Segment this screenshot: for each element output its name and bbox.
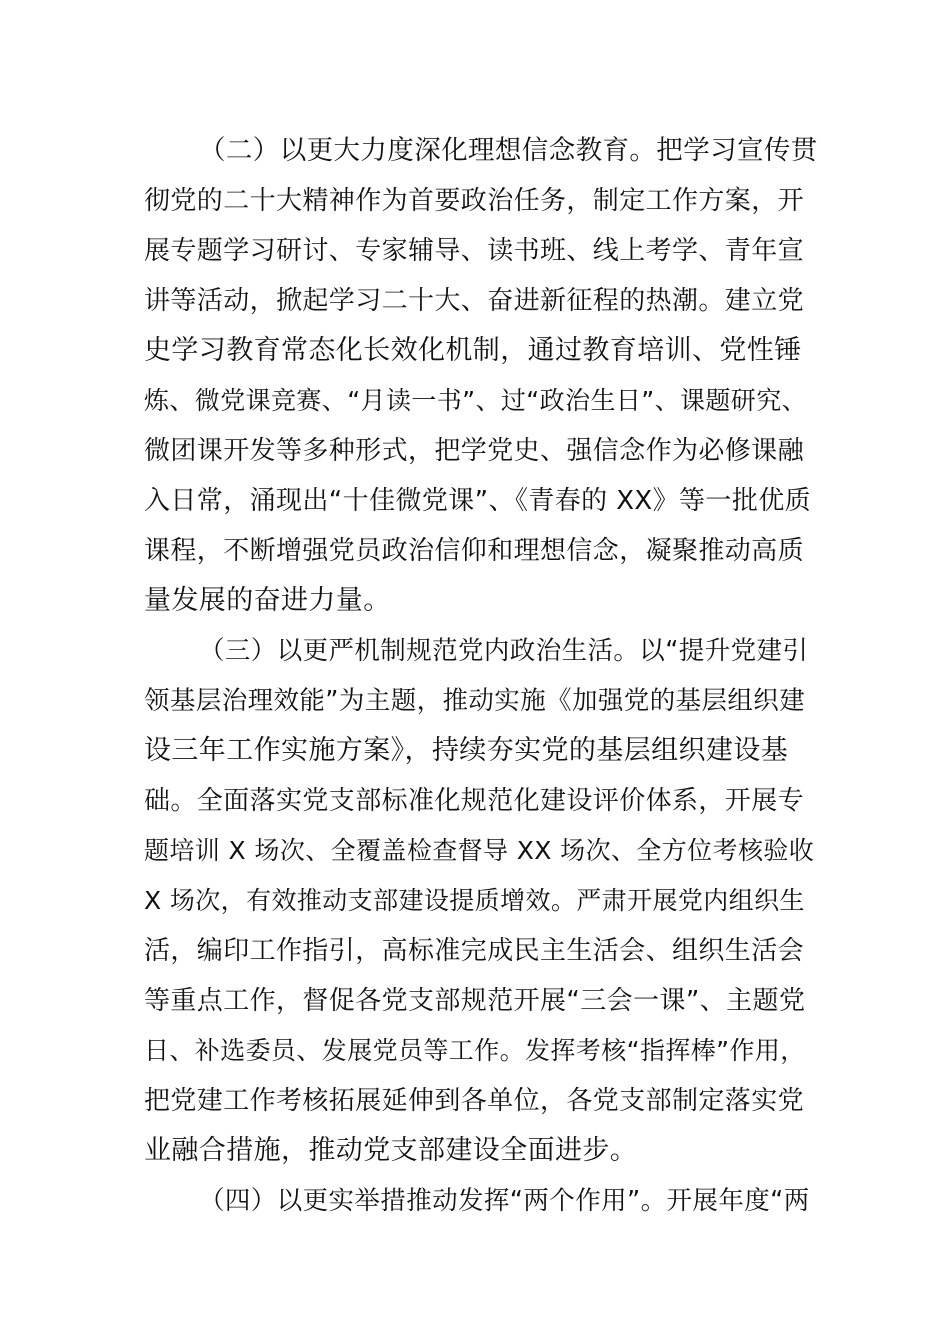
paragraph-3-heading-line: （三）以更严机制规范党内政治生活。以“提升党建引 xyxy=(199,636,809,666)
text-line: 量发展的奋进力量。 xyxy=(144,585,391,616)
text-line: 彻党的二十大精神作为首要政治任务，制定工作方案，开 xyxy=(144,186,805,216)
paragraph-2-heading-line: （二）以更大力度深化理想信念教育。把学习宣传贯 xyxy=(199,135,818,166)
text-line: 入日常，涌现出“十佳微党课”、《青春的 XX》等一批优质 xyxy=(144,486,812,516)
text-line: 领基层治理效能”为主题，推动实施《加强党的基层组织建 xyxy=(144,686,806,716)
text-line: 业融合措施，推动党支部建设全面进步。 xyxy=(144,1135,638,1166)
text-line: 炼、微党课竞赛、“月读一书”、过“政治生日”、课题研究、 xyxy=(144,386,808,415)
text-line: X 场次，有效推动支部建设提质增效。严肃开展党内组织生 xyxy=(144,886,805,915)
text-line: 展专题学习研讨、专家辅导、读书班、线上考学、青年宣 xyxy=(144,236,805,266)
text-line: 史学习教育常态化长效化机制，通过教育培训、党性锤 xyxy=(144,335,802,366)
text-line: 微团课开发等多种形式，把学党史、强信念作为必修课融 xyxy=(144,436,805,466)
text-line: 讲等活动，掀起学习二十大、奋进新征程的热潮。建立党 xyxy=(144,286,805,316)
text-line: 等重点工作，督促各党支部规范开展“三会一课”、主题党 xyxy=(144,986,806,1016)
text-line: 日、补选委员、发展党员等工作。发挥考核“指挥棒”作用， xyxy=(144,1036,806,1065)
text-line: 础。全面落实党支部标准化规范化建设评价体系，开展专 xyxy=(144,786,805,816)
text-line: 设三年工作实施方案》，持续夯实党的基层组织建设基 xyxy=(144,735,789,766)
text-line: 题培训 X 场次、全覆盖检查督导 XX 场次、全方位考核验收 xyxy=(144,836,815,865)
text-line: 课程，不断增强党员政治信仰和理想信念，凝聚推动高质 xyxy=(144,536,805,566)
text-line: 活，编印工作指引，高标准完成民主生活会、组织生活会 xyxy=(144,936,805,966)
paragraph-4-heading-line: （四）以更实举措推动发挥“两个作用”。开展年度“两 xyxy=(199,1186,810,1216)
text-line: 把党建工作考核拓展延伸到各单位，各党支部制定落实党 xyxy=(144,1086,805,1116)
